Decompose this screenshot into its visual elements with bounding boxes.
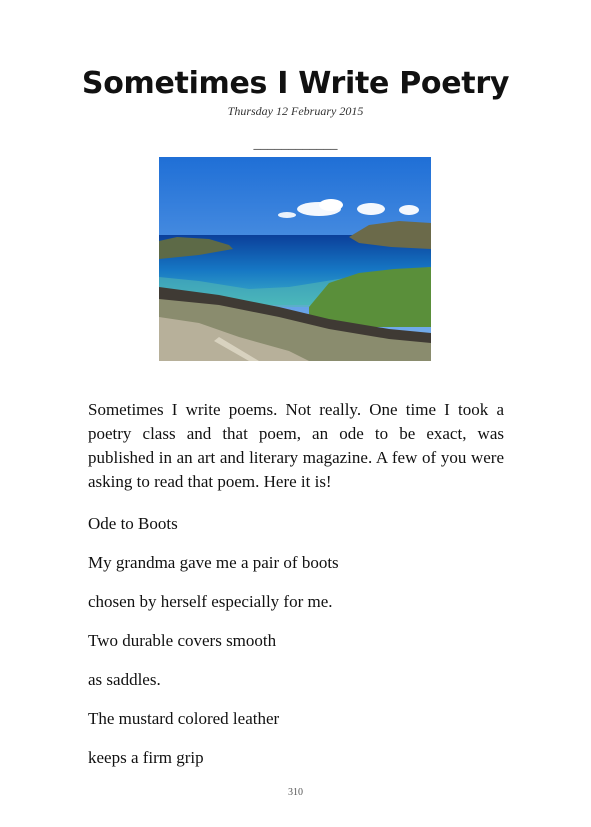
intro-paragraph: Sometimes I write poems. Not really. One time I took a poetry class and that poem, an ode to be exact, was published in an art and literary magazine. A few of you were asking to read that poem. Here it is! xyxy=(88,400,504,491)
poem-line: Two durable covers smooth xyxy=(88,631,277,650)
poem-line: keeps a firm grip xyxy=(88,748,204,767)
poem-line: My grandma gave me a pair of boots xyxy=(88,553,339,572)
title-separator: ____________ xyxy=(253,137,338,152)
poem-line: chosen by herself especially for me. xyxy=(88,592,333,611)
post-date: Thursday 12 February 2015 xyxy=(227,104,364,118)
poem-line: as saddles. xyxy=(88,670,161,689)
poem-line: The mustard colored leather xyxy=(88,709,280,728)
bay-landscape-photo xyxy=(159,157,431,361)
post-title: Sometimes I Write Poetry xyxy=(81,66,510,101)
page-number: 310 xyxy=(288,787,303,798)
poem-title: Ode to Boots xyxy=(88,514,178,533)
